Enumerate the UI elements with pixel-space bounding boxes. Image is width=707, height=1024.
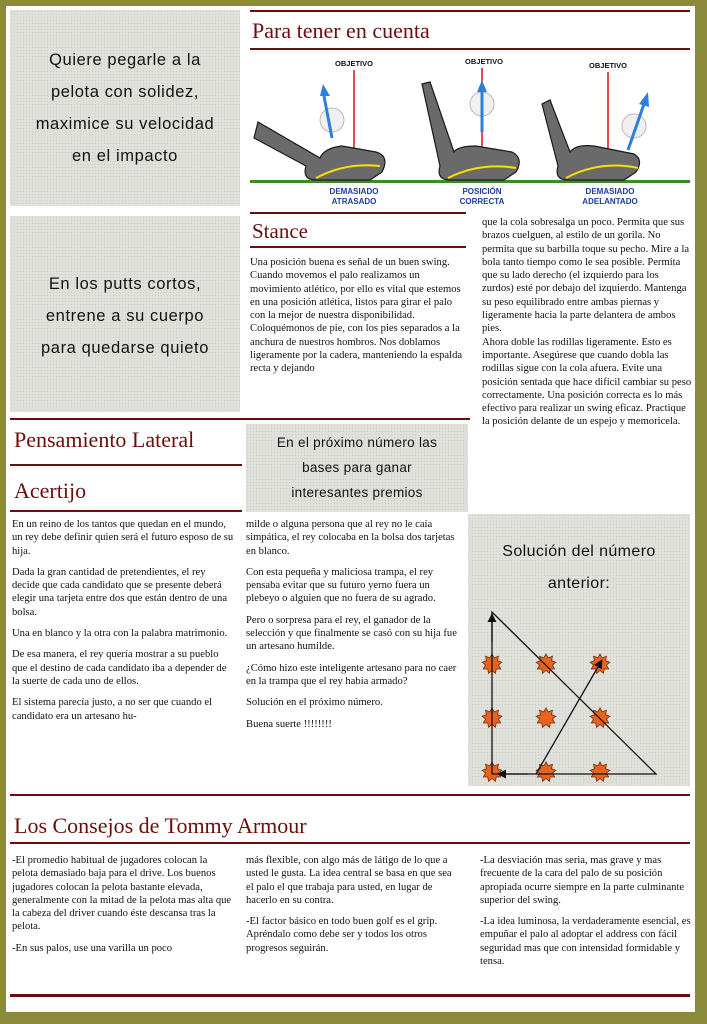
callout-line: pelota con solidez, bbox=[50, 83, 200, 101]
lateral-paragraph: Dada la gran cantidad de pretendientes, el rey decide que cada candidato que se presente deberá elegir una tarjeta entre dos que están dentro de una bolsa. bbox=[12, 566, 228, 618]
callout-line: En los putts cortos, bbox=[48, 275, 202, 293]
armour-paragraph: -La idea luminosa, la verdaderamente esencial, es empuñar el palo al adoptar el address con fácil seguridad mas que con intensidad formidable y tensa. bbox=[480, 916, 691, 968]
arrow-head-icon bbox=[639, 92, 649, 107]
stance-top-rule bbox=[250, 212, 466, 214]
club-position-figure bbox=[250, 52, 690, 208]
stance-bottom-rule bbox=[250, 246, 466, 248]
callout-line: bases para ganar bbox=[302, 460, 412, 475]
stance-title: Stance bbox=[252, 219, 308, 243]
callout-line: Quiere pegarle a la bbox=[49, 51, 201, 69]
lateral-subtitle: Acertijo bbox=[14, 478, 87, 503]
putts-callout-text bbox=[10, 268, 240, 364]
golf-ball-icon bbox=[320, 108, 344, 132]
armour-bottom-rule bbox=[10, 842, 690, 844]
lateral-paragraph: Con esta pequeña y maliciosa trampa, el rey pensaba evitar que su futuro yerno fuera un plebeyo o alguien que no fuera de su agrado. bbox=[246, 566, 436, 605]
stance-paragraph: que la cola sobresalga un poco. Permita que sus brazos cuelguen, al estilo de un gorila. No permita que su barbilla toque su pecho. Mire a la bola tanto tiempo como le sea posible. Permita que su lado derecho (el izquierdo para los zurdos) esté por debajo del izquierdo. Mantenga su peso equilibrado entre ambas piernas y ligeramente hacia la parte delantera de ambos pies. bbox=[482, 217, 690, 335]
callout-line: En el próximo número las bbox=[276, 435, 438, 450]
armour-column-1 bbox=[12, 854, 234, 986]
dot-grid bbox=[482, 654, 610, 781]
page-bottom-rule bbox=[10, 994, 690, 997]
lateral-column-1 bbox=[12, 518, 234, 780]
position-label-line2: ADELANTADO bbox=[582, 197, 638, 206]
prizes-callout-text bbox=[246, 430, 468, 505]
star-dot-icon bbox=[590, 708, 610, 727]
armour-column-2 bbox=[246, 854, 460, 986]
lateral-paragraph: milde o alguna persona que al rey no le caía simpática, el rey colocaba en la bolsa dos tarjetas en blanco. bbox=[246, 519, 455, 557]
callout-line: en el impacto bbox=[72, 147, 178, 165]
lateral-paragraph: Solución en el próximo número. bbox=[246, 697, 383, 709]
star-dot-icon bbox=[536, 708, 556, 727]
position-label-line1: DEMASIADO bbox=[585, 187, 635, 196]
callout-line: entrene a su cuerpo bbox=[45, 307, 205, 325]
velocity-callout-box bbox=[10, 10, 240, 206]
callout-line: Solución del número bbox=[502, 543, 656, 560]
armour-top-rule bbox=[10, 794, 690, 796]
lateral-paragraph: Una en blanco y la otra con la palabra matrimonio. bbox=[12, 628, 228, 640]
velocity-callout-text bbox=[10, 44, 240, 172]
arrow-head-icon bbox=[477, 80, 487, 92]
position-label-line2: CORRECTA bbox=[459, 197, 505, 206]
club-head-icon bbox=[422, 82, 519, 180]
club-position-atrasado bbox=[254, 59, 385, 206]
stance-column-1 bbox=[250, 256, 464, 416]
arrow-head-icon bbox=[320, 84, 330, 96]
callout-line: para quedarse quieto bbox=[41, 339, 209, 357]
nine-dots-puzzle-solution bbox=[468, 602, 690, 786]
putts-callout-box bbox=[10, 216, 240, 412]
star-dot-icon bbox=[590, 762, 610, 781]
lateral-paragraph: De esa manera, el rey quería mostrar a su pueblo que el destino de cada candidato iba a depender de la suerte de cada uno de ellos. bbox=[12, 649, 227, 687]
position-label-line2: ATRASADO bbox=[331, 197, 377, 206]
tips-title: Para tener en cuenta bbox=[252, 18, 430, 43]
tips-top-rule bbox=[250, 10, 690, 12]
star-dot-icon bbox=[536, 762, 556, 781]
objective-label: OBJETIVO bbox=[589, 61, 627, 70]
lateral-paragraph: Pero o sorpresa para el rey, el ganador de la selección y que finalmente se casó con su hija fue un artesano humilde. bbox=[246, 614, 457, 653]
objective-label: OBJETIVO bbox=[465, 57, 503, 66]
solution-title bbox=[468, 536, 690, 600]
armour-paragraph: -La desviación mas seria, mas grave y mas frecuente de la cara del palo de su posición apropiada ocurre siempre en la parte culminante superior del swing. bbox=[480, 855, 685, 906]
lateral-paragraph: En un reino de los tantos que quedan en el mundo, un rey debe definir quien será el futuro esposo de su hija. bbox=[12, 519, 234, 557]
lateral-bottom-rule bbox=[10, 510, 242, 512]
armour-paragraph: -El factor básico en todo buen golf es el grip. Apréndalo como debe ser y todos los otros progresos seguirán. bbox=[246, 916, 438, 954]
stance-paragraph: Una posición buena es señal de un buen swing. Cuando movemos el palo realizamos un movimiento atlético, por ello es vital que estemos en una posición atlética, listos para girar el palo con la mejor de nuestra disponibilidad. Coloquémonos de pie, con los pies separados a la anchura de nuestros hombros. Nos doblamos ligeramente por la cadera, manteniendo la espalda recta y dejando bbox=[250, 257, 463, 375]
armour-column-3 bbox=[480, 854, 692, 986]
objective-label: OBJETIVO bbox=[335, 59, 373, 68]
lateral-paragraph: ¿Cómo hizo este inteligente artesano para no caer en la trampa que el rey había armado? bbox=[246, 662, 457, 687]
armour-title: Los Consejos de Tommy Armour bbox=[14, 813, 307, 838]
position-label-line1: POSICIÓN bbox=[462, 187, 502, 196]
callout-line: maximice su velocidad bbox=[35, 115, 215, 133]
lateral-title: Pensamiento Lateral bbox=[14, 427, 195, 452]
lateral-paragraph: Buena suerte !!!!!!!! bbox=[246, 718, 332, 730]
lateral-mid-rule bbox=[10, 464, 242, 466]
lateral-top-rule bbox=[10, 418, 470, 420]
stance-column-2 bbox=[482, 216, 692, 506]
solution-box bbox=[468, 514, 690, 786]
club-position-correcta bbox=[422, 57, 519, 206]
lateral-column-2 bbox=[246, 518, 458, 790]
star-dot-icon bbox=[536, 654, 556, 673]
lateral-paragraph: El sistema parecía justo, a no ser que cuando el candidato era un artesano hu- bbox=[12, 697, 213, 722]
armour-paragraph: -El promedio habitual de jugadores colocan la pelota demasiado baja para el drive. Los buenos jugadores colocan la pelota bastante elevada, generalmente con la mitad de la pelota mas alta que la cabeza del driver cuando éste descansa tras la pelota. bbox=[12, 855, 232, 933]
newsletter-page bbox=[6, 6, 695, 1012]
armour-paragraph: más flexible, con algo más de látigo de lo que a usted le gusta. La idea central se basa en que sea el palo el que trabaja para usted, en lugar de hacerlo en su contra. bbox=[246, 855, 452, 906]
club-position-adelantado bbox=[542, 61, 649, 206]
position-label-line1: DEMASIADO bbox=[329, 187, 379, 196]
prizes-callout-box bbox=[246, 424, 468, 512]
callout-line: interesantes premios bbox=[291, 485, 423, 500]
tips-bottom-rule bbox=[250, 48, 690, 50]
stance-paragraph: Ahora doble las rodillas ligeramente. Esto es importante. Asegúrese que cuando dobla las rodillas sigue con la cola afuera. Evite una posición sentada que hace difícil cambiar su peso correctamente. Una posición correcta es lo más efectivo para realizar un swing eficaz. Practique la posición delante de un espejo y memoricela. bbox=[482, 336, 692, 428]
armour-paragraph: -En sus palos, use una varilla un poco bbox=[12, 942, 173, 954]
solution-path bbox=[492, 612, 656, 774]
club-head-icon bbox=[254, 122, 385, 180]
callout-line: anterior: bbox=[547, 575, 611, 592]
